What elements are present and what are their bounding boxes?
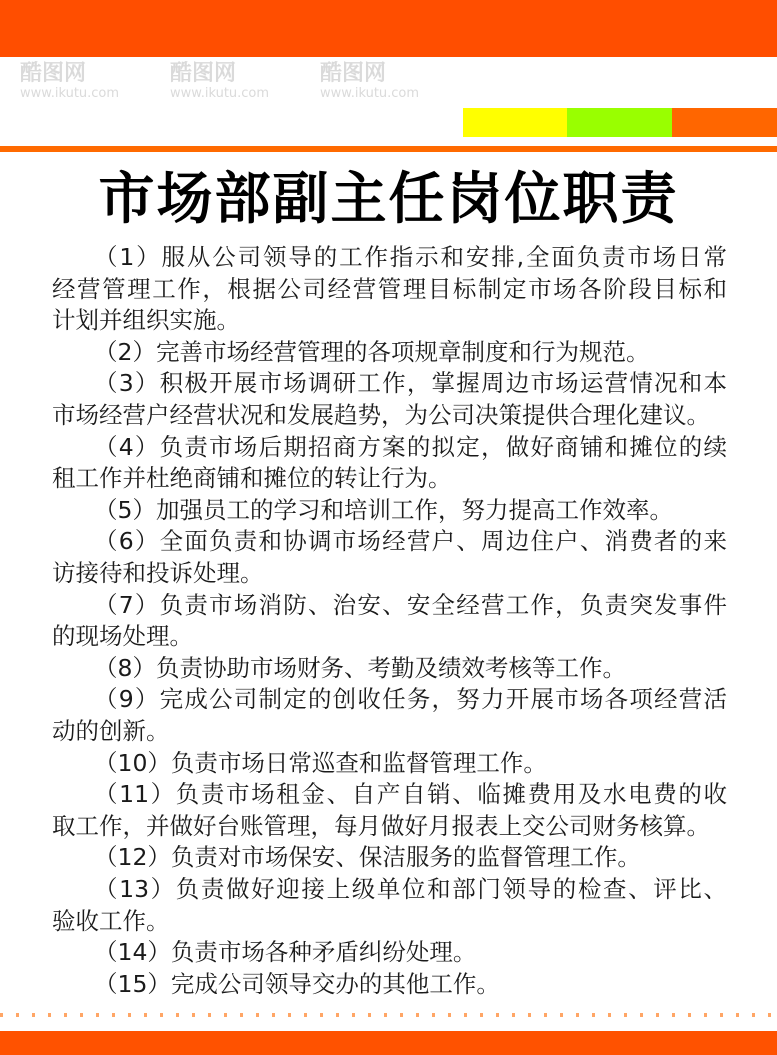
page-title: 市场部副主任岗位职责	[98, 167, 679, 232]
duty-item-13: （13）负责做好迎接上级单位和部门领导的检查、评比、	[94, 875, 727, 903]
top-orange-band	[0, 0, 777, 57]
dotted-divider	[0, 1013, 777, 1017]
duty-item-3-continued: 市场经营户经营状况和发展趋势，为公司决策提供合理化建议。	[52, 401, 710, 429]
duty-item-8: （8）负责协助市场财务、考勤及绩效考核等工作。	[94, 653, 626, 682]
duty-item-4: （4）负责市场后期招商方案的拟定，做好商铺和摊位的续	[94, 432, 727, 461]
duty-item-4-continued: 租工作并杜绝商铺和摊位的转让行为。	[52, 464, 452, 493]
duty-item-5: （5）加强员工的学习和培训工作，努力提高工作效率。	[94, 495, 673, 524]
yellow-swatch	[463, 108, 567, 137]
orange-swatch	[672, 108, 777, 137]
watermark	[320, 62, 419, 102]
watermark-name: 酷图网	[20, 61, 87, 86]
watermark-name: 酷图网	[170, 61, 237, 86]
duty-item-7: （7）负责市场消防、治安、安全经营工作，负责突发事件	[94, 590, 727, 619]
duty-item-9-continued: 动的创新。	[52, 717, 170, 745]
duty-item-1-continued: 经营管理工作，根据公司经营管理目标制定市场各阶段目标和	[52, 274, 727, 303]
watermark-name: 酷图网	[320, 61, 387, 86]
duty-item-13-continued: 验收工作。	[52, 906, 170, 935]
green-swatch	[567, 108, 672, 137]
watermark-url: www.ikutu.com	[320, 86, 420, 101]
duty-item-1: （1）服从公司领导的工作指示和安排,全面负责市场日常	[94, 243, 727, 271]
duty-item-11: （11）负责市场租金、自产自销、临摊费用及水电费的收	[94, 780, 727, 809]
watermark-url: www.ikutu.com	[170, 86, 270, 101]
watermark-url: www.ikutu.com	[20, 86, 120, 101]
duty-item-6-continued: 访接待和投诉处理。	[52, 559, 264, 587]
duty-item-9: （9）完成公司制定的创收任务，努力开展市场各项经营活	[94, 685, 727, 714]
duty-item-6: （6）全面负责和协调市场经营户、周边住户、消费者的来	[94, 527, 727, 556]
duty-item-2: （2）完善市场经营管理的各项规章制度和行为规范。	[94, 337, 650, 366]
bottom-orange-band	[0, 1031, 777, 1055]
duty-item-15: （15）完成公司领导交办的其他工作。	[94, 969, 500, 998]
duty-item-10: （10）负责市场日常巡查和监督管理工作。	[94, 748, 547, 777]
duty-item-3: （3）积极开展市场调研工作，掌握周边市场运营情况和本	[94, 369, 727, 398]
watermark	[170, 62, 269, 102]
duty-item-1-continued: 计划并组织实施。	[52, 306, 240, 335]
duty-item-12: （12）负责对市场保安、保洁服务的监督管理工作。	[94, 843, 641, 872]
duty-item-7-continued: 的现场处理。	[52, 622, 193, 651]
orange-divider	[0, 146, 777, 152]
duty-item-14: （14）负责市场各种矛盾纠纷处理。	[94, 938, 477, 967]
duty-item-11-continued: 取工作，并做好台账管理，每月做好月报表上交公司财务核算。	[52, 811, 710, 840]
watermark	[20, 62, 119, 102]
